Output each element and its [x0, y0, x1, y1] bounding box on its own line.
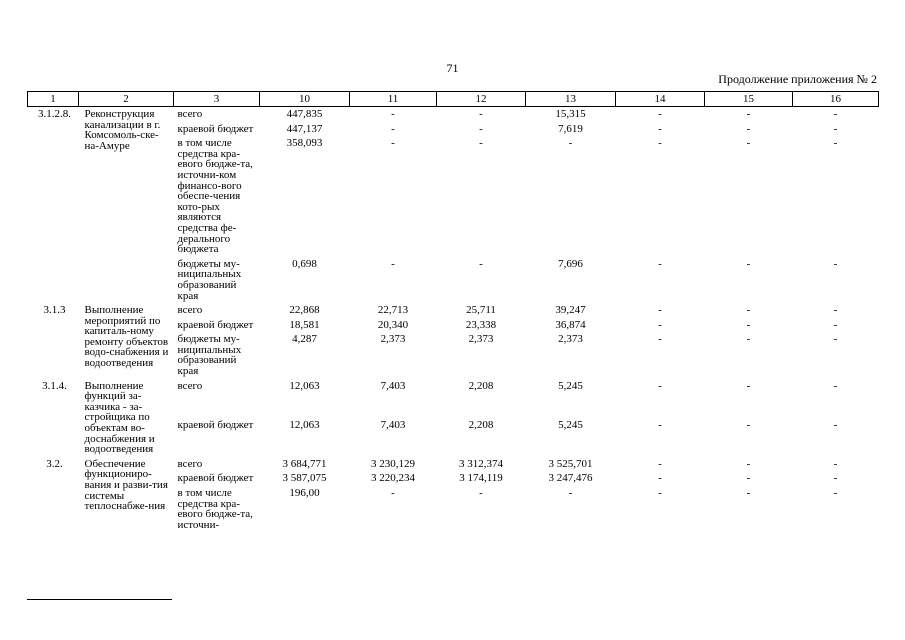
- row-value: -: [746, 487, 751, 499]
- row-value: -: [658, 487, 662, 499]
- header-cell: 2: [79, 92, 174, 107]
- program-table: [27, 91, 879, 532]
- row-value: 3 525,701: [548, 457, 593, 470]
- row-value: 25,711: [466, 304, 496, 317]
- header-cell: 10: [260, 92, 350, 107]
- row-value: -: [658, 122, 662, 135]
- row-value: -: [746, 379, 751, 392]
- row-value: 447,137: [286, 122, 323, 135]
- row-value: -: [568, 487, 573, 499]
- row-value: -: [833, 457, 838, 470]
- header-cell: 13: [526, 92, 616, 107]
- header-cell: 3: [174, 92, 260, 107]
- row-activity-name: Выполнение мероприятий по капиталь-ному ремонту объектов водо-снабжения и водоотведения: [84, 304, 169, 370]
- row-value: 7,696: [558, 257, 583, 270]
- row-value: -: [746, 137, 751, 150]
- row-value: -: [833, 108, 838, 120]
- row-value: 18,581: [289, 318, 320, 331]
- row-value: 4,287: [292, 333, 317, 346]
- row-funding-source: бюджеты му-ниципальных образований края: [177, 333, 242, 378]
- header-cell: 1: [28, 92, 79, 107]
- row-funding-source: краевой бюджет: [177, 418, 254, 431]
- row-value: -: [391, 137, 395, 150]
- row-value: -: [479, 257, 483, 270]
- row-value: 2,208: [468, 418, 494, 431]
- row-value: -: [658, 108, 662, 120]
- row-value: 7,403: [380, 379, 406, 392]
- row-funding-source: краевой бюджет: [177, 122, 254, 135]
- footnote-separator: [27, 599, 172, 600]
- row-value: -: [479, 487, 483, 499]
- row-value: -: [833, 333, 838, 346]
- row-value: 39,247: [555, 304, 586, 317]
- row-value: -: [658, 379, 662, 392]
- row-value: 196,00: [289, 487, 320, 499]
- row-value: 3 684,771: [282, 457, 327, 470]
- row-funding-source: всего: [177, 379, 203, 392]
- table-row: [28, 107, 879, 122]
- row-value: -: [833, 487, 838, 499]
- row-value: -: [746, 108, 751, 120]
- row-value: 12,063: [289, 418, 320, 431]
- row-funding-source: всего: [177, 457, 203, 470]
- row-value: 20,340: [377, 318, 409, 331]
- row-value: -: [746, 304, 751, 317]
- row-value: 3 587,075: [282, 472, 327, 485]
- row-value: -: [658, 304, 662, 317]
- row-value: 7,619: [558, 122, 583, 135]
- row-value: 447,835: [286, 108, 323, 120]
- row-value: -: [746, 333, 751, 346]
- row-value: -: [746, 418, 751, 431]
- table-body: [28, 107, 879, 533]
- row-value: -: [658, 418, 662, 431]
- row-code: 3.2.: [46, 457, 63, 470]
- row-value: -: [479, 122, 483, 135]
- header-cell: 12: [437, 92, 526, 107]
- row-value: 2,373: [558, 333, 583, 346]
- row-funding-source: всего: [177, 304, 203, 317]
- row-value: -: [833, 472, 838, 485]
- row-code: 3.1.2.8.: [38, 108, 71, 120]
- row-value: -: [658, 333, 662, 346]
- row-value: -: [658, 457, 662, 470]
- row-value: 23,338: [465, 318, 497, 331]
- table-row: [28, 379, 879, 418]
- row-value: -: [658, 472, 662, 485]
- row-code: 3.1.4.: [42, 379, 67, 392]
- row-value: -: [391, 257, 395, 270]
- row-value: 15,315: [555, 108, 586, 120]
- row-value: -: [746, 257, 751, 270]
- row-value: 3 312,374: [459, 457, 503, 470]
- table-row: [28, 303, 879, 318]
- row-value: -: [479, 108, 483, 120]
- row-value: 5,245: [558, 379, 583, 392]
- row-funding-source: бюджеты му-ниципальных образований края: [177, 257, 242, 302]
- row-activity-name: Реконструкция канализации в г. Комсомоль-ске-на-Амуре: [84, 108, 161, 152]
- row-value: -: [746, 122, 751, 135]
- row-value: 2,373: [380, 333, 406, 346]
- header-row: [28, 92, 879, 107]
- row-value: -: [746, 318, 751, 331]
- row-value: 3 220,234: [371, 472, 415, 485]
- row-value: 36,874: [555, 318, 586, 331]
- row-value: 2,373: [468, 333, 494, 346]
- header-cell: 11: [350, 92, 437, 107]
- row-activity-name: Выполнение функций за-казчика - за-стройщика по объектам во-доснабжения и водоотведения: [84, 379, 155, 456]
- row-funding-source: всего: [177, 108, 203, 120]
- row-code: 3.1.3: [43, 304, 66, 317]
- row-value: -: [391, 122, 395, 135]
- row-value: -: [658, 257, 662, 270]
- row-value: -: [479, 137, 483, 150]
- row-value: -: [391, 108, 395, 120]
- continuation-label: Продолжение приложения № 2: [718, 72, 877, 86]
- row-value: 3 174,119: [459, 472, 503, 485]
- row-value: 2,208: [468, 379, 494, 392]
- row-funding-source: в том числе средства кра-евого бюдже-та, источни-: [177, 487, 253, 531]
- header-cell: 14: [616, 92, 705, 107]
- row-value: -: [833, 418, 838, 431]
- row-value: -: [833, 318, 838, 331]
- row-funding-source: краевой бюджет: [177, 318, 254, 331]
- row-value: 3 230,129: [371, 457, 415, 470]
- row-value: 3 247,476: [548, 472, 593, 485]
- row-value: -: [658, 137, 662, 150]
- row-value: 358,093: [286, 137, 323, 150]
- row-value: 12,063: [289, 379, 320, 392]
- row-value: 0,698: [292, 257, 317, 270]
- row-value: 5,245: [558, 418, 583, 431]
- row-value: -: [746, 472, 751, 485]
- row-value: 22,713: [377, 304, 409, 317]
- row-funding-source: в том числе средства кра-евого бюдже-та, источни-ком финансо-вого обеспе-чения кото-рых являются средства фе-дерального бюджета: [177, 137, 253, 256]
- row-value: -: [833, 137, 838, 150]
- row-value: -: [746, 457, 751, 470]
- row-value: 7,403: [380, 418, 406, 431]
- row-value: -: [568, 137, 573, 150]
- page-number: 71: [446, 61, 459, 75]
- row-value: -: [833, 379, 838, 392]
- header-cell: 15: [705, 92, 793, 107]
- row-value: -: [833, 304, 838, 317]
- row-value: -: [658, 318, 662, 331]
- row-value: -: [833, 257, 838, 270]
- row-value: -: [391, 487, 395, 499]
- row-activity-name: Обеспечение функциониро-вания и разви-тия системы теплоснабже-ния: [84, 457, 168, 513]
- table-row: [28, 457, 879, 472]
- row-value: 22,868: [289, 304, 320, 317]
- row-funding-source: краевой бюджет: [177, 472, 254, 485]
- row-value: -: [833, 122, 838, 135]
- header-cell: 16: [793, 92, 879, 107]
